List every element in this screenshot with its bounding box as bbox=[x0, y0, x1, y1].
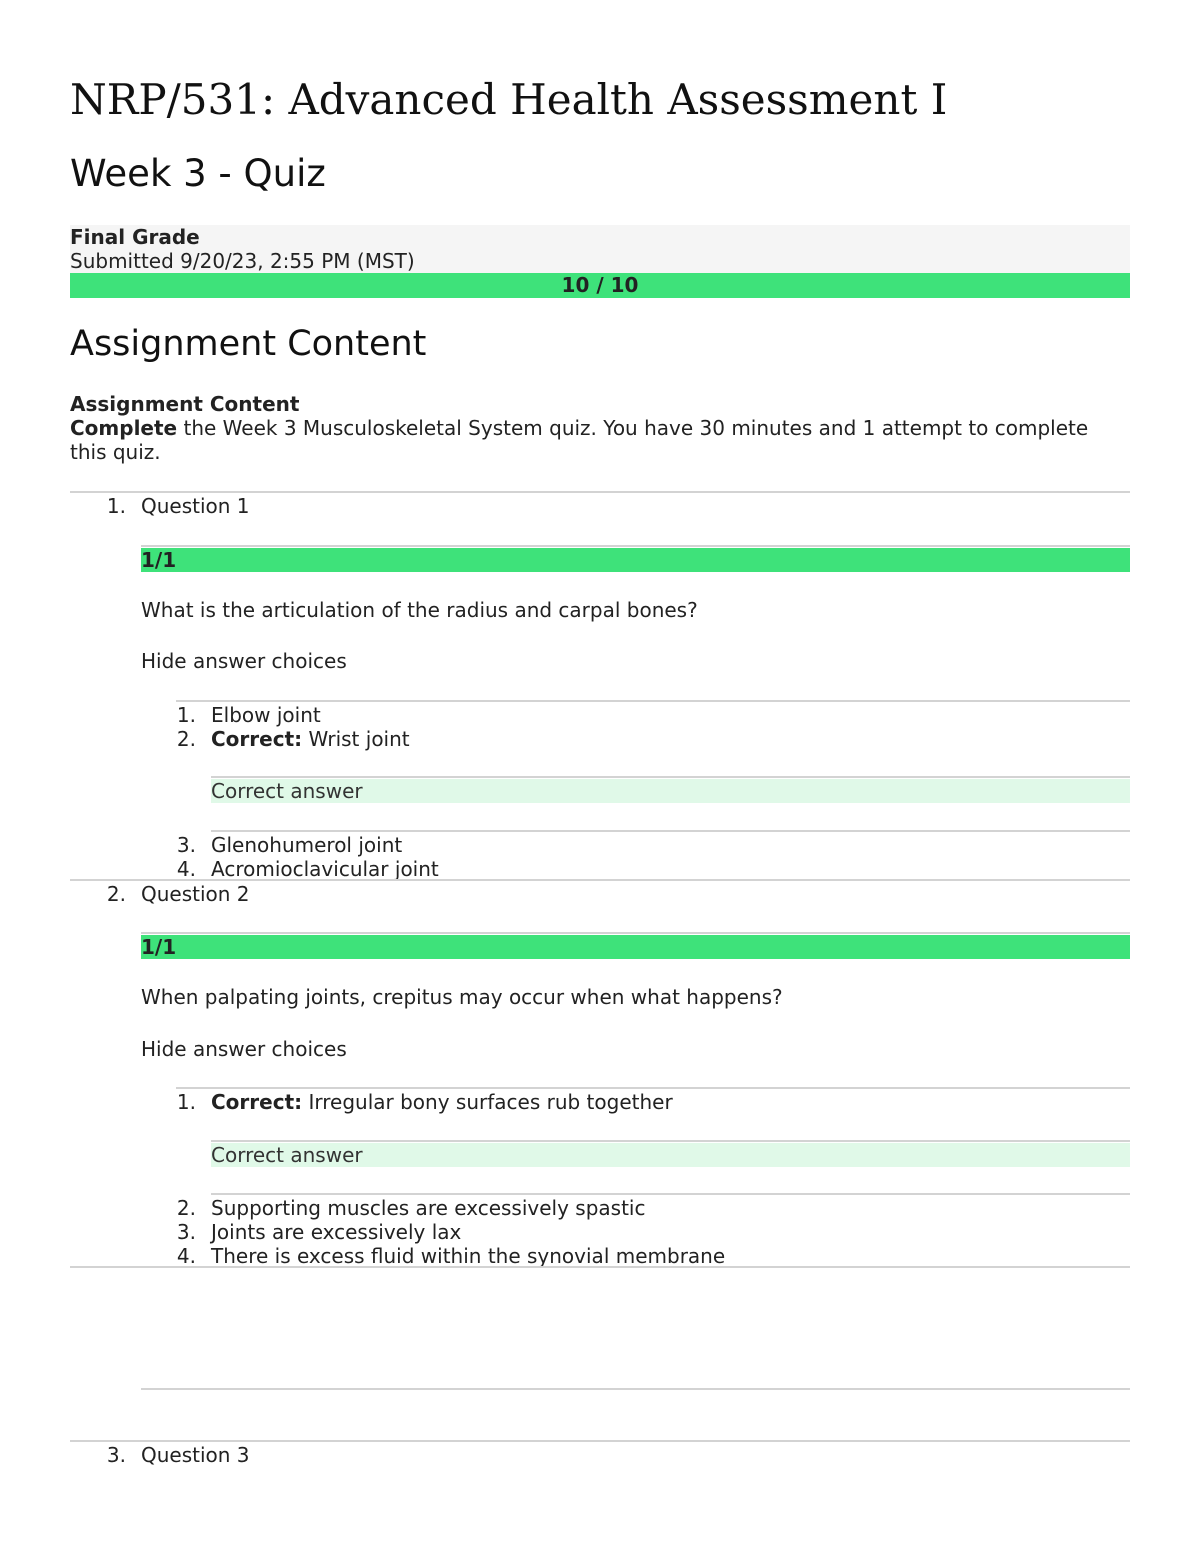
choice-elbow-joint: Elbow joint bbox=[211, 703, 321, 727]
correct-prefix: Correct: bbox=[211, 727, 303, 751]
question-3-title[interactable]: Question 3 bbox=[141, 1443, 250, 1467]
question-2-score-text: 1/1 bbox=[141, 935, 177, 959]
choices-divider bbox=[176, 700, 1130, 702]
choice-number: 1. bbox=[176, 1090, 196, 1114]
question-1-hide-answers-toggle[interactable]: Hide answer choices bbox=[141, 649, 347, 673]
choice-wrist-joint bbox=[211, 727, 410, 751]
choice-number: 1. bbox=[176, 703, 196, 727]
choice-glenohumeral-joint: Glenohumerol joint bbox=[211, 833, 403, 857]
question-1-score-text: 1/1 bbox=[141, 548, 177, 572]
question-number: 3. bbox=[106, 1443, 126, 1467]
question-2-prompt: When palpating joints, crepitus may occur when what happens? bbox=[141, 985, 783, 1009]
feedback-divider bbox=[211, 830, 1130, 832]
instructions-text: the Week 3 Musculoskeletal System quiz. You have 30 minutes and 1 attempt to complete this quiz. bbox=[70, 416, 1089, 464]
feedback-divider bbox=[211, 776, 1130, 778]
assignment-instructions bbox=[70, 416, 1130, 464]
course-title: NRP/531: Advanced Health Assessment I bbox=[70, 75, 948, 124]
correct-answer-feedback: Correct answer bbox=[211, 779, 1130, 803]
choice-excess-fluid: There is excess fluid within the synovial membrane bbox=[211, 1244, 726, 1268]
feedback-divider bbox=[211, 1140, 1130, 1142]
score-divider bbox=[141, 545, 1130, 547]
choice-number: 3. bbox=[176, 833, 196, 857]
final-grade-score-bar: 10 / 10 bbox=[70, 273, 1130, 298]
choice-supporting-muscles: Supporting muscles are excessively spastic bbox=[211, 1196, 646, 1220]
assignment-content-label: Assignment Content bbox=[70, 392, 300, 416]
choices-divider bbox=[176, 1087, 1130, 1089]
question-divider bbox=[70, 1440, 1130, 1442]
quiz-title: Week 3 - Quiz bbox=[70, 152, 326, 195]
score-divider bbox=[141, 932, 1130, 934]
choice-number: 3. bbox=[176, 1220, 196, 1244]
question-divider bbox=[70, 879, 1130, 881]
question-number: 2. bbox=[106, 882, 126, 906]
question-divider bbox=[70, 491, 1130, 493]
choice-number: 2. bbox=[176, 727, 196, 751]
question-2-title[interactable]: Question 2 bbox=[141, 882, 250, 906]
choice-irregular-bony-surfaces bbox=[211, 1090, 673, 1114]
choice-acromioclavicular-joint: Acromioclavicular joint bbox=[211, 857, 439, 881]
choice-joints-lax: Joints are excessively lax bbox=[211, 1220, 462, 1244]
question-number: 1. bbox=[106, 494, 126, 518]
section-divider bbox=[141, 1388, 1130, 1390]
assignment-content-heading: Assignment Content bbox=[70, 324, 427, 364]
question-1-score bbox=[141, 548, 1130, 572]
final-grade-label: Final Grade bbox=[70, 225, 200, 249]
submitted-timestamp: Submitted 9/20/23, 2:55 PM (MST) bbox=[70, 249, 415, 273]
correct-prefix: Correct: bbox=[211, 1090, 303, 1114]
question-2-hide-answers-toggle[interactable]: Hide answer choices bbox=[141, 1037, 347, 1061]
feedback-divider bbox=[211, 1193, 1130, 1195]
instructions-lead: Complete bbox=[70, 416, 178, 440]
question-2-score bbox=[141, 935, 1130, 959]
choice-text: Irregular bony surfaces rub together bbox=[302, 1090, 673, 1114]
choice-number: 2. bbox=[176, 1196, 196, 1220]
choice-number: 4. bbox=[176, 1244, 196, 1268]
choice-number: 4. bbox=[176, 857, 196, 881]
question-1-prompt: What is the articulation of the radius and carpal bones? bbox=[141, 598, 698, 622]
question-1-title[interactable]: Question 1 bbox=[141, 494, 250, 518]
final-grade-panel bbox=[70, 225, 1130, 273]
choice-text: Wrist joint bbox=[302, 727, 410, 751]
correct-answer-feedback: Correct answer bbox=[211, 1143, 1130, 1167]
question-divider bbox=[70, 1266, 1130, 1268]
